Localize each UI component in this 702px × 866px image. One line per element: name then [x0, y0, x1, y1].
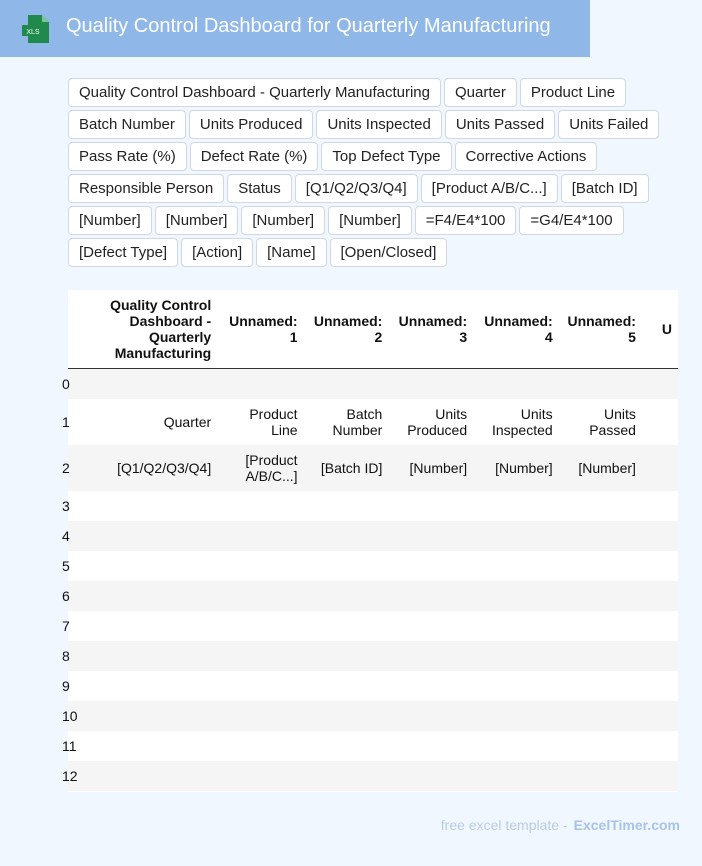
row-index: 10 [68, 701, 94, 731]
table-cell[interactable] [559, 611, 642, 641]
table-cell[interactable] [388, 611, 473, 641]
column-header[interactable]: Unnamed: 5 [559, 290, 642, 369]
table-cell[interactable] [388, 701, 473, 731]
table-row [68, 671, 678, 701]
table-cell[interactable] [304, 369, 389, 400]
table-cell[interactable]: Units Passed [559, 399, 642, 445]
table-cell[interactable] [559, 641, 642, 671]
table-cell[interactable] [217, 369, 303, 400]
table-cell[interactable] [217, 551, 303, 581]
row-index: 9 [68, 671, 94, 701]
table-cell[interactable] [304, 731, 389, 761]
table-cell[interactable] [94, 731, 218, 761]
table-cell[interactable] [473, 671, 559, 701]
table-cell[interactable] [642, 611, 678, 641]
cell-chip[interactable]: [Defect Type] [68, 238, 178, 267]
cell-chip[interactable]: Units Failed [558, 110, 659, 139]
cell-chip[interactable]: Batch Number [68, 110, 186, 139]
table-cell[interactable] [304, 701, 389, 731]
data-table [62, 290, 678, 791]
table-cell[interactable] [217, 491, 303, 521]
table-cell[interactable] [473, 551, 559, 581]
cell-chip[interactable]: Quarter [444, 78, 517, 107]
table-cell[interactable] [473, 731, 559, 761]
table-cell[interactable] [217, 671, 303, 701]
cell-chip[interactable]: Units Produced [189, 110, 314, 139]
table-cell[interactable] [473, 611, 559, 641]
table-cell[interactable] [304, 581, 389, 611]
table-cell[interactable] [559, 551, 642, 581]
row-index: 5 [68, 551, 94, 581]
cell-chip[interactable]: [Number] [328, 206, 412, 235]
table-cell[interactable]: Batch Number [304, 399, 389, 445]
cell-chip[interactable]: [Number] [155, 206, 239, 235]
table-row [68, 701, 678, 731]
table-cell[interactable] [217, 641, 303, 671]
table-row [68, 445, 678, 491]
table-cell[interactable]: Product Line [217, 399, 303, 445]
cell-chip[interactable]: [Action] [181, 238, 253, 267]
cell-chip[interactable]: Defect Rate (%) [190, 142, 319, 171]
table-cell[interactable]: [Q1/Q2/Q3/Q4] [94, 445, 218, 491]
data-table-container[interactable] [62, 290, 678, 792]
table-cell[interactable] [388, 731, 473, 761]
table-cell[interactable] [473, 521, 559, 551]
table-row [68, 731, 678, 761]
table-header-row [68, 290, 678, 369]
footer [441, 817, 680, 833]
table-cell[interactable] [94, 761, 218, 791]
table-cell[interactable] [388, 581, 473, 611]
cell-chip[interactable]: [Name] [256, 238, 326, 267]
row-index: 1 [68, 399, 94, 445]
cell-chip[interactable]: Units Inspected [316, 110, 441, 139]
table-cell[interactable] [304, 521, 389, 551]
table-cell[interactable] [217, 611, 303, 641]
table-row [68, 551, 678, 581]
cell-chip[interactable]: [Number] [241, 206, 325, 235]
table-cell[interactable] [94, 581, 218, 611]
row-index: 4 [68, 521, 94, 551]
table-cell[interactable] [473, 491, 559, 521]
cell-chip[interactable]: [Open/Closed] [330, 238, 448, 267]
table-cell[interactable] [94, 701, 218, 731]
table-cell[interactable] [642, 761, 678, 791]
table-cell[interactable]: [Number] [473, 445, 559, 491]
cell-chip[interactable]: [Q1/Q2/Q3/Q4] [295, 174, 418, 203]
cell-chip[interactable]: Responsible Person [68, 174, 224, 203]
table-cell[interactable] [642, 521, 678, 551]
column-header[interactable]: Unnamed: 2 [304, 290, 389, 369]
table-cell[interactable] [388, 521, 473, 551]
table-cell[interactable] [388, 491, 473, 521]
cell-chip[interactable]: =G4/E4*100 [519, 206, 623, 235]
table-row [68, 369, 678, 400]
table-cell[interactable] [642, 641, 678, 671]
column-header[interactable]: Unnamed: 1 [217, 290, 303, 369]
table-row [68, 399, 678, 445]
title-bar [0, 0, 590, 57]
row-index: 11 [68, 731, 94, 761]
table-cell[interactable] [94, 671, 218, 701]
table-cell[interactable] [473, 581, 559, 611]
table-cell[interactable] [559, 369, 642, 400]
table-cell[interactable] [304, 671, 389, 701]
excel-file-icon [22, 14, 50, 44]
table-cell[interactable] [94, 551, 218, 581]
cell-chip[interactable]: [Number] [68, 206, 152, 235]
index-header[interactable] [68, 290, 94, 369]
table-cell[interactable] [642, 399, 678, 445]
table-cell[interactable] [642, 701, 678, 731]
cell-chip[interactable]: =F4/E4*100 [415, 206, 517, 235]
table-cell[interactable] [473, 761, 559, 791]
column-header[interactable]: Unnamed: 3 [388, 290, 473, 369]
cell-chip[interactable]: [Product A/B/C...] [421, 174, 558, 203]
table-cell[interactable]: [Number] [559, 445, 642, 491]
table-cell[interactable] [304, 641, 389, 671]
table-row [68, 611, 678, 641]
table-cell[interactable] [559, 701, 642, 731]
table-row [68, 581, 678, 611]
cell-chip[interactable]: [Batch ID] [561, 174, 649, 203]
table-cell[interactable] [304, 491, 389, 521]
row-index: 2 [68, 445, 94, 491]
table-cell[interactable] [217, 731, 303, 761]
cell-chips [68, 78, 668, 267]
cell-chip[interactable]: Pass Rate (%) [68, 142, 187, 171]
row-index: 3 [68, 491, 94, 521]
table-cell[interactable]: [Batch ID] [304, 445, 389, 491]
table-cell[interactable] [304, 611, 389, 641]
row-index: 6 [68, 581, 94, 611]
footer-text: free excel template - [440, 817, 568, 833]
column-header[interactable]: Quality Control Dashboard - Quarterly Manufacturing [94, 290, 218, 369]
table-cell[interactable] [559, 671, 642, 701]
table-cell[interactable]: [Number] [388, 445, 473, 491]
table-cell[interactable] [642, 551, 678, 581]
row-index: 8 [68, 641, 94, 671]
table-cell[interactable] [388, 551, 473, 581]
table-cell[interactable]: Quarter [94, 399, 218, 445]
footer-brand-link[interactable]: ExcelTimer.com [573, 817, 680, 833]
cell-chip[interactable]: Product Line [520, 78, 626, 107]
table-cell[interactable] [217, 761, 303, 791]
table-cell[interactable] [94, 611, 218, 641]
row-index: 0 [68, 369, 94, 400]
table-row [68, 491, 678, 521]
table-cell[interactable] [94, 369, 218, 400]
table-row [68, 761, 678, 791]
table-cell[interactable] [473, 701, 559, 731]
table-cell[interactable] [642, 445, 678, 491]
cell-chip[interactable]: Quality Control Dashboard - Quarterly Manufacturing [68, 78, 441, 107]
table-cell[interactable] [473, 369, 559, 400]
table-cell[interactable] [559, 521, 642, 551]
table-cell[interactable] [217, 701, 303, 731]
cell-chip[interactable]: Top Defect Type [321, 142, 451, 171]
table-cell[interactable] [642, 491, 678, 521]
table-cell[interactable]: Units Produced [388, 399, 473, 445]
table-cell[interactable] [388, 641, 473, 671]
table-cell[interactable] [304, 551, 389, 581]
table-cell[interactable] [94, 491, 218, 521]
table-cell[interactable] [388, 369, 473, 400]
table-cell[interactable] [473, 641, 559, 671]
table-cell[interactable] [642, 369, 678, 400]
table-cell[interactable] [304, 761, 389, 791]
cell-chip[interactable]: Corrective Actions [455, 142, 598, 171]
table-cell[interactable] [642, 581, 678, 611]
table-cell[interactable] [388, 761, 473, 791]
table-cell[interactable]: [Product A/B/C...] [217, 445, 303, 491]
table-row [68, 641, 678, 671]
column-header[interactable]: U [642, 290, 678, 369]
table-cell[interactable] [388, 671, 473, 701]
table-cell[interactable] [559, 761, 642, 791]
icon-label: XLS [26, 29, 40, 36]
table-cell[interactable] [642, 731, 678, 761]
column-header[interactable]: Unnamed: 4 [473, 290, 559, 369]
table-cell[interactable] [217, 581, 303, 611]
row-index: 7 [68, 611, 94, 641]
table-cell[interactable] [559, 581, 642, 611]
table-cell[interactable] [217, 521, 303, 551]
cell-chip[interactable]: Units Passed [445, 110, 555, 139]
table-cell[interactable] [642, 671, 678, 701]
table-cell[interactable] [94, 521, 218, 551]
table-cell[interactable]: Units Inspected [473, 399, 559, 445]
table-cell[interactable] [559, 491, 642, 521]
table-row [68, 521, 678, 551]
page-title: Quality Control Dashboard for Quarterly Manufacturing [66, 15, 551, 37]
table-cell[interactable] [559, 731, 642, 761]
table-cell[interactable] [94, 641, 218, 671]
cell-chip[interactable]: Status [227, 174, 292, 203]
row-index: 12 [68, 761, 94, 791]
